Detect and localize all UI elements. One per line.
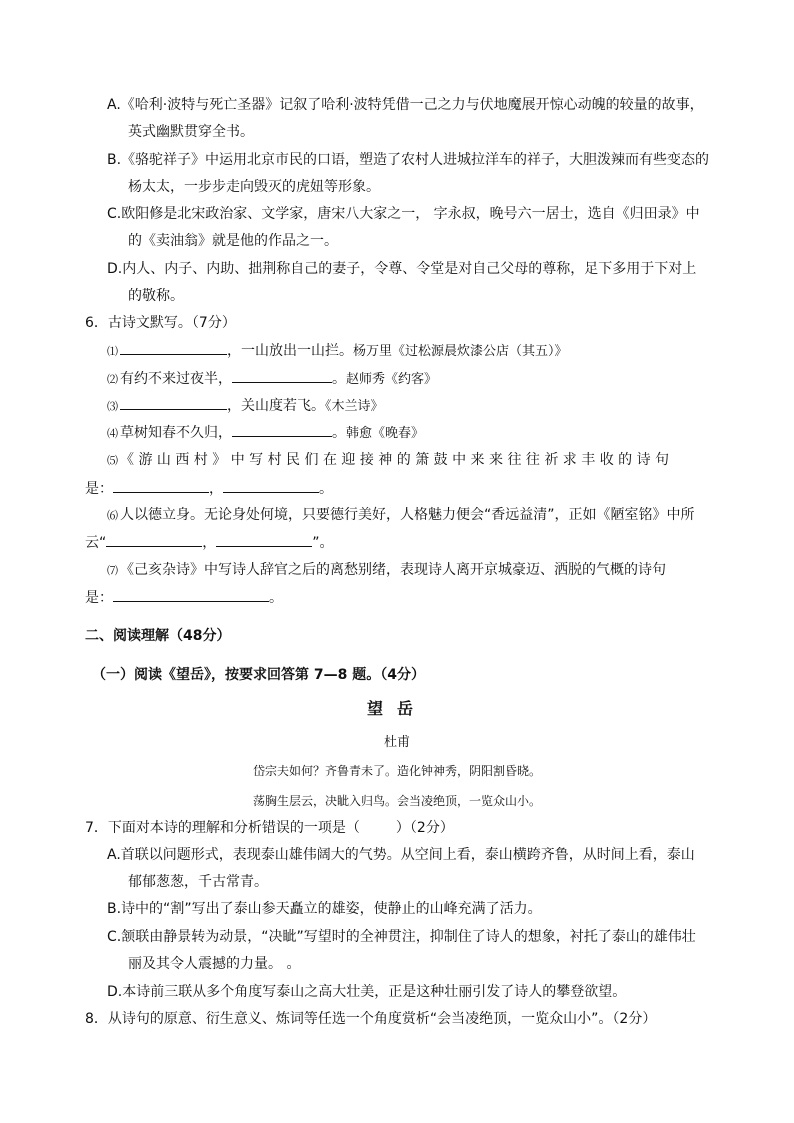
section-title: 二、阅读理解（48分） <box>85 628 231 644</box>
q7-option-d: D.本诗前三联从多个角度写泰山之高大壮美，正是这种壮丽引发了诗人的攀登欲望。 <box>107 984 627 1000</box>
q7-option-a-line2: 郁郁葱葱，千古常青。 <box>128 874 268 890</box>
q7-option-c-line2: 丽及其令人震撼的力量。 。 <box>128 956 301 972</box>
q5-option-d-line1: D.内人、内子、内助、拙荆称自己的妻子，令尊、令堂是对自己父母的尊称，足下多用于下对上 <box>107 261 697 277</box>
q6-item-7-line2: 是： 。 <box>85 587 283 608</box>
q7-option-b: B.诗中的“割”写出了泰山参天矗立的雄姿，使静止的山峰充满了活力。 <box>107 901 542 917</box>
q7-option-c-line1: C.颔联由静景转为动景，“决眦”写望时的全神贯注，抑制住了诗人的想象，衬托了泰山的雄伟壮 <box>107 929 696 945</box>
answer-blank[interactable] <box>113 478 209 493</box>
q7-option-a-line1: A.首联以问题形式，表现泰山雄伟阔大的气势。从空间上看，泰山横跨齐鲁，从时间上看，泰山 <box>107 847 695 863</box>
answer-blank[interactable] <box>120 395 227 410</box>
q8-stem: 8．从诗句的原意、衍生意义、炼词等任选一个角度赏析“会当凌绝顶，一览众山小”。（2分） <box>85 1011 657 1027</box>
answer-blank[interactable] <box>232 368 332 383</box>
answer-blank[interactable] <box>120 340 227 355</box>
poem-line-2: 荡胸生层云，决眦入归鸟。会当凌绝顶，一览众山小。 <box>252 794 541 808</box>
q5-option-a-line2: 英式幽默贯穿全书。 <box>128 124 254 140</box>
q6-item-2: ⑵ 有约不来过夜半， 。赵师秀《约客》 <box>107 368 437 390</box>
answer-blank[interactable] <box>223 478 319 493</box>
q5-option-c-line2: 的《卖油翁》就是他的作品之一。 <box>128 233 338 249</box>
answer-blank[interactable] <box>113 587 269 602</box>
answer-blank[interactable] <box>232 422 332 437</box>
q5-option-b-line2: 杨太太，一步步走向毁灭的虎妞等形象。 <box>128 179 380 195</box>
answer-blank[interactable] <box>106 532 202 547</box>
q5-option-c-line1: C.欧阳修是北宋政治家、文学家，唐宋八大家之一， 字永叔，晚号六一居士，选自《归田录》中 <box>107 206 700 222</box>
q6-title: 6．古诗文默写。（7分） <box>85 315 236 331</box>
q6-item-6-line1: ⑹ 人以德立身。无论身处何境，只要德行美好，人格魅力便会“香远益清”，正如《陋室铭》中所 <box>107 507 695 523</box>
q5-option-d-line2: 的敬称。 <box>128 288 184 304</box>
q6-item-3: ⑶ ，关山度若飞。《木兰诗》 <box>107 395 384 417</box>
poem-line-1: 岱宗夫如何？齐鲁青未了。造化钟神秀，阴阳割昏晓。 <box>252 764 541 778</box>
q7-stem: 7．下面对本诗的理解和分析错误的一项是（ ）（2分） <box>85 820 454 836</box>
q6-item-6-line2: 云“ ， ”。 <box>85 532 334 553</box>
poem-author: 杜甫 <box>383 735 410 750</box>
q6-item-4: ⑷ 草树知春不久归， 。韩愈《晚春》 <box>107 422 424 444</box>
q6-item-7-line1: ⑺ 《己亥杂诗》中写诗人辞官之后的离愁别绪，表现诗人离开京城豪迈、洒脱的气概的诗句 <box>107 562 666 578</box>
q6-item-1: ⑴ ，一山放出一山拦。杨万里《过松源晨炊漆公店（其五）》 <box>107 340 568 362</box>
part1-title: （一）阅读《望岳》，按要求回答第 7—8 题。（4分） <box>92 667 425 683</box>
q6-item-5-line2: 是： ， 。 <box>85 478 333 499</box>
poem-title: 望岳 <box>366 699 427 718</box>
q5-option-a-line1: A.《哈利·波特与死亡圣器》记叙了哈利·波特凭借一己之力与伏地魔展开惊心动魄的较量的故事， <box>107 97 704 113</box>
q6-item-5-line1: ⑸ 《 游 山 西 村 》 中 写 村 民 们 在 迎 接 神 的 箫 鼓 中 来 来 往 往 祈 求 丰 收 的 诗 句 <box>107 452 670 468</box>
answer-blank[interactable] <box>216 532 312 547</box>
q5-option-b-line1: B.《骆驼祥子》中运用北京市民的口语，塑造了农村人进城拉洋车的祥子，大胆泼辣而有些变态的 <box>107 152 710 168</box>
